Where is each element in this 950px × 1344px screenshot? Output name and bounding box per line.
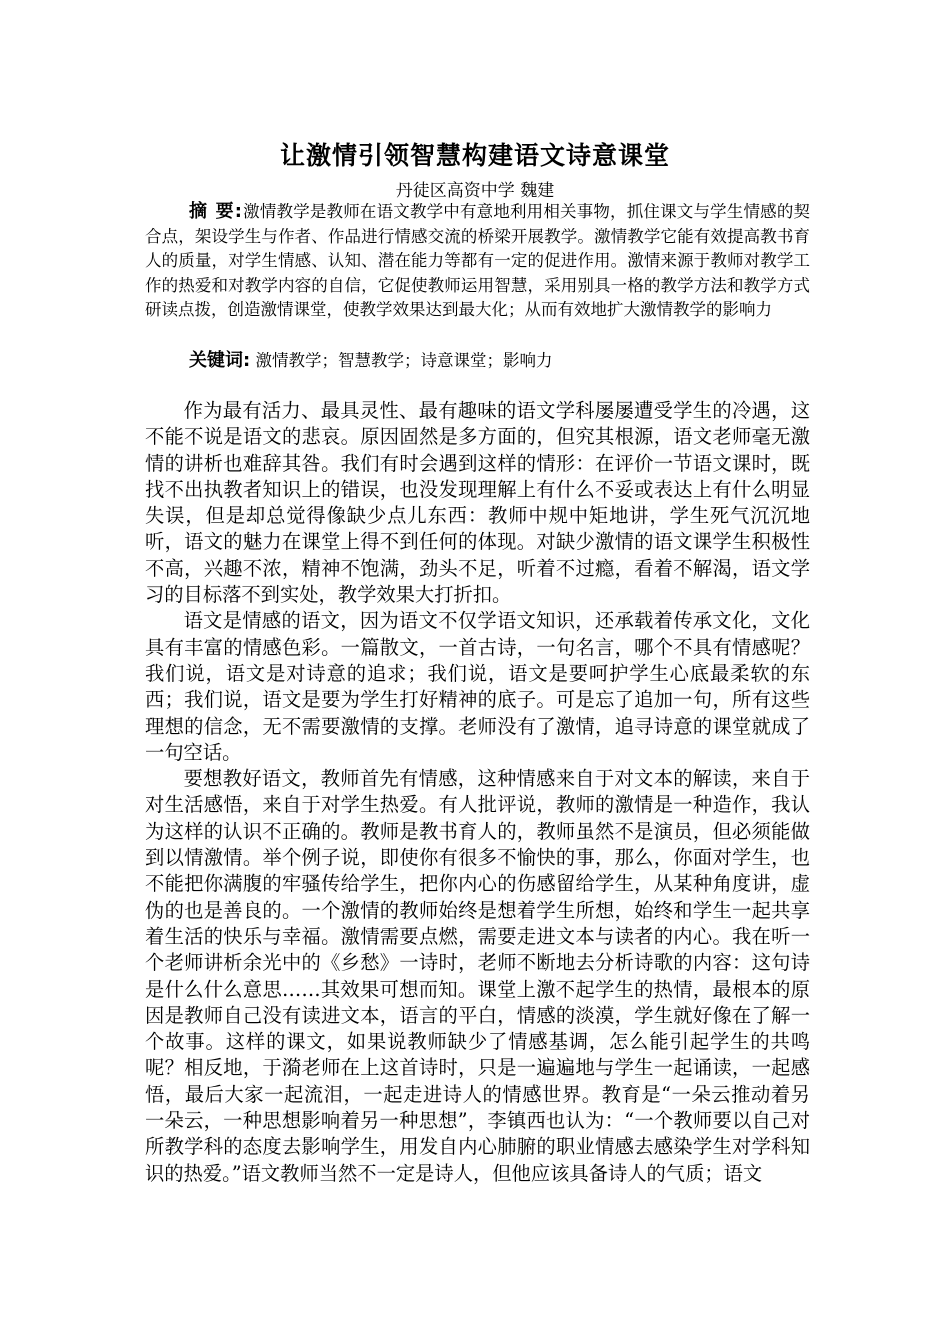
body-paragraph: 语文是情感的语文，因为语文不仅学语文知识，还承载着传承文化，文化具有丰富的情感色彩。一篇散文，一首古诗，一句名言，哪个不具有情感呢？我们说，语文是对诗意的追求；我们说，语文是要呵护学生心底最柔软的东西；我们说，语文是要为学生打好精神的底子。可是忘了追加一句，所有这些理想的信念，无不需要激情的支撑。老师没有了激情，追寻诗意的课堂就成了一句空话。 [145, 609, 810, 764]
body-text [145, 398, 810, 1187]
keywords-label: 关键词: [189, 350, 251, 371]
body-paragraph: 要想教好语文，教师首先有情感，这种情感来自于对文本的解读，来自于对生活感悟，来自于对学生热爱。有人批评说，教师的激情是一种造作，我认为这样的认识不正确的。教师是教书育人的，教师虽然不是演员，但必须能做到以情激情。举个例子说，即使你有很多不愉快的事，那么，你面对学生，也不能把你满腹的牢骚传给学生，把你内心的伤感留给学生，从某种角度讲，虚伪的也是善良的。一个激情的教师始终是想着学生所想，始终和学生一起共享着生活的快乐与幸福。激情需要点燃，需要走进文本与读者的内心。我在听一个老师讲析余光中的《乡愁》一诗时，老师不断地去分析诗歌的内容：这句诗是什么什么意思……其效果可想而知。课堂上激不起学生的热情，最根本的原因是教师自己没有读进文本，语言的平白，情感的淡漠，学生就好像在了解一个故事。这样的课文，如果说教师缺少了情感基调，怎么能引起学生的共鸣呢？相反地，于漪老师在上这首诗时，只是一遍遍地与学生一起诵读，一起感悟，最后大家一起流泪，一起走进诗人的情感世界。教育是“一朵云推动着另一朵云，一种思想影响着另一种思想”，李镇西也认为：“一个教师要以自己对所教学科的态度去影响学生，用发自内心肺腑的职业情感去感染学生对学科知识的热爱。”语文教师当然不一定是诗人，但他应该具备诗人的气质；语文 [145, 767, 810, 1185]
author-line: 丹徒区高资中学 魏建 [395, 181, 555, 201]
keywords [145, 348, 810, 374]
abstract-label: 摘 要: [189, 201, 243, 222]
body-paragraph: 作为最有活力、最具灵性、最有趣味的语文学科屡屡遭受学生的冷遇，这不能不说是语文的悲哀。原因固然是多方面的，但究其根源，语文老师毫无激情的讲析也难辞其咎。我们有时会遇到这样的情形：在评价一节语文课时，既找不出执教者知识上的错误，也没发现理解上有什么不妥或表达上有什么明显失误，但是却总觉得像缺少点儿东西：教师中规中矩地讲，学生死气沉沉地听，语文的魅力在课堂上得不到任何的体现。对缺少激情的语文课学生积极性不高，兴趣不浓，精神不饱满，劲头不足，听着不过瘾，看着不解渴，语文学习的目标落不到实处，教学效果大打折扣。 [145, 399, 810, 607]
abstract [145, 200, 810, 323]
document-title: 让激情引领智慧构建语文诗意课堂 [279, 141, 670, 170]
keywords-text: 激情教学；智慧教学；诗意课堂；影响力 [250, 351, 553, 370]
abstract-text: 激情教学是教师在语文教学中有意地利用相关事物，抓住课文与学生情感的契合点，架设学生与作者、作品进行情感交流的桥梁开展教学。激情教学它能有效提高教书育人的质量，对学生情感、认知、潜在能力等都有一定的促进作用。激情来源于教师对教学工作的热爱和对教学内容的自信，它促使教师运用智慧，采用别具一格的教学方法和教学方式研读点拨，创造激情课堂，使教学效果达到最大化；从而有效地扩大激情教学的影响力 [145, 202, 811, 319]
